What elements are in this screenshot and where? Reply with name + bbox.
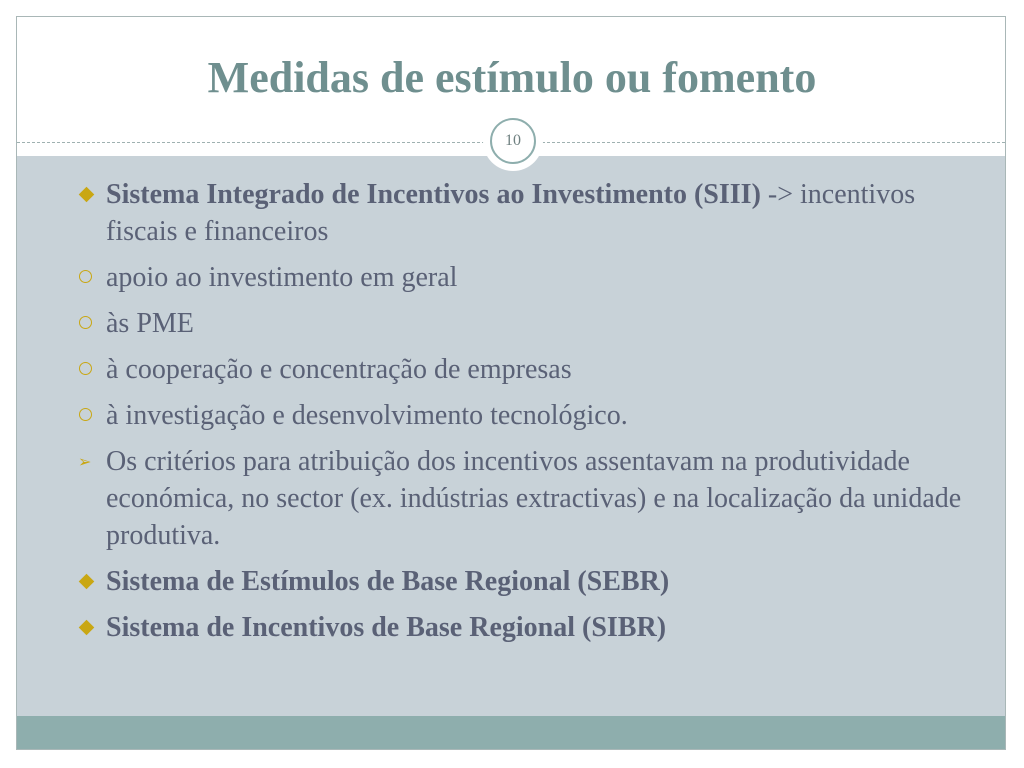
list-item-criterios xyxy=(78,443,988,554)
item-text: à investigação e desenvolvimento tecnológico. xyxy=(106,400,628,431)
circle-bullet-icon xyxy=(78,259,100,296)
page-number-badge: 10 xyxy=(490,118,536,164)
list-item-sebr xyxy=(78,563,988,600)
item-bold-text: Sistema de Estímulos de Base Regional (SEBR) xyxy=(106,566,670,597)
list-item-investigacao xyxy=(78,397,988,434)
circle-bullet-icon xyxy=(78,397,100,434)
circle-bullet-icon xyxy=(78,351,100,388)
list-item-apoio xyxy=(78,259,988,296)
list-item-siii xyxy=(78,176,988,250)
diamond-bullet-icon xyxy=(78,609,100,646)
list-item-cooperacao xyxy=(78,351,988,388)
diamond-bullet-icon xyxy=(78,563,100,600)
diamond-bullet-icon xyxy=(78,176,100,213)
item-text: Os critérios para atribuição dos incentivos assentavam na produtividade económica, no sector (ex. indústrias extractivas) e na localização da unidade produtiva. xyxy=(106,446,962,551)
list-item-sibr xyxy=(78,609,988,646)
circle-bullet-icon xyxy=(78,305,100,342)
slide-title: Medidas de estímulo ou fomento xyxy=(207,53,817,102)
item-bold-text: Sistema Integrado de Incentivos ao Investimento (SIII) xyxy=(106,179,761,210)
item-text: -> incentivos fiscais e financeiros xyxy=(106,179,916,247)
bullet-list xyxy=(78,176,988,646)
footer-bar xyxy=(17,716,1005,749)
arrow-bullet-icon: ➢ xyxy=(78,452,92,471)
item-bold-text: Sistema de Incentivos de Base Regional (SIBR) xyxy=(106,612,667,643)
item-text: apoio ao investimento em geral xyxy=(106,262,458,293)
list-item-pme xyxy=(78,305,988,342)
item-text: às PME xyxy=(106,308,194,339)
item-text: à cooperação e concentração de empresas xyxy=(106,354,572,385)
